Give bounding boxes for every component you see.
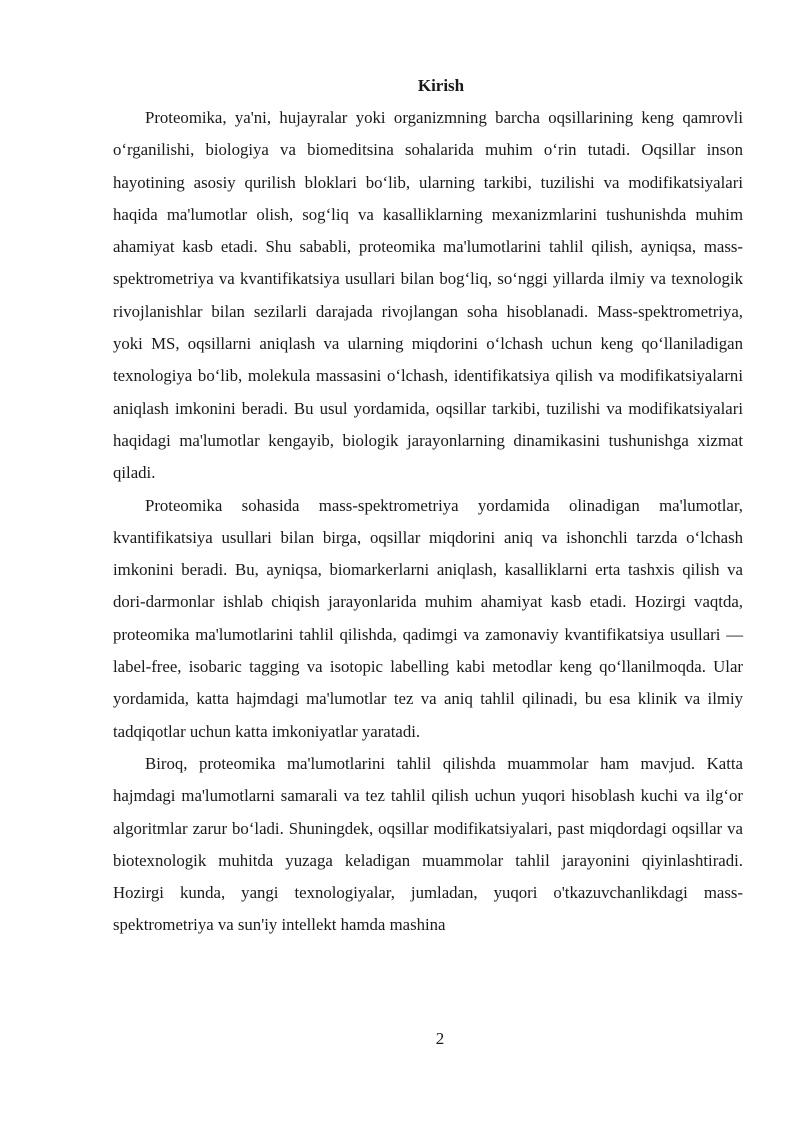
document-page: [113, 70, 743, 942]
page-number: 2: [435, 1029, 445, 1048]
paragraph-3: Biroq, proteomika ma'lumotlarini tahlil qilishda muammolar ham mavjud. Katta hajmdagi ma'lumotlarni samarali va tez tahlil qilish uchun yuqori hisoblash kuchi va ilg‘or algoritmlar zarur bo‘ladi. Shuningdek, oqsillar modifikatsiyalari, past miqdordagi oqsillar va biotexnologik muhitda yuzaga keladigan muammolar tahlil jarayonini qiyinlashtiradi. Hozirgi kunda, yangi texnologiyalar, jumladan, yuqori o'tkazuvchanlikdagi mass-spektrometriya va sun'iy intellekt hamda mashina: [113, 753, 743, 935]
section-heading: Kirish: [417, 76, 465, 95]
paragraph-2: Proteomika sohasida mass-spektrometriya yordamida olinadigan ma'lumotlar, kvantifikatsiya usullari bilan birga, oqsillar miqdorini aniq va ishonchli tarzda o‘lchash imkonini beradi. Bu, ayniqsa, biomarkerlarni aniqlash, kasalliklarni erta tashxis qilish va dori-darmonlar ishlab chiqish jarayonlarida muhim ahamiyat kasb etadi. Hozirgi vaqtda, proteomika ma'lumotlarini tahlil qilishda, qadimgi va zamonaviy kvantifikatsiya usullari — label-free, isobaric tagging va isotopic labelling kabi metodlar keng qo‘llanilmoqda. Ular yordamida, katta hajmdagi ma'lumotlar tez va aniq tahlil qilinadi, bu esa klinik va ilmiy tadqiqotlar uchun katta imkoniyatlar yaratadi.: [113, 495, 743, 741]
paragraph-1: Proteomika, ya'ni, hujayralar yoki organizmning barcha oqsillarining keng qamrovli o‘rganilishi, biologiya va biomeditsina sohalarida muhim o‘rin tutadi. Oqsillar inson hayotining asosiy qurilish bloklari bo‘lib, ularning tarkibi, tuzilishi va modifikatsiyalari haqida ma'lumotlar olish, sog‘liq va kasalliklarning mexanizmlarini tushunishda muhim ahamiyat kasb etadi. Shu sababli, proteomika ma'lumotlarini tahlil qilish, ayniqsa, mass-spektrometriya va kvantifikatsiya usullari bilan bog‘liq, so‘nggi yillarda ilmiy va texnologik rivojlanishlar bilan sezilarli darajada rivojlangan soha hisoblanadi. Mass-spektrometriya, yoki MS, oqsillarni aniqlash va ularning miqdorini o‘lchash uchun keng qo‘llaniladigan texnologiya bo‘lib, molekula massasini o‘lchash, identifikatsiya qilish va modifikatsiyalarni aniqlash imkonini beradi. Bu usul yordamida, oqsillar tarkibi, tuzilishi va modifikatsiyalari haqidagi ma'lumotlar kengayib, biologik jarayonlarning dinamikasini tushunishga xizmat qiladi.: [113, 108, 743, 483]
